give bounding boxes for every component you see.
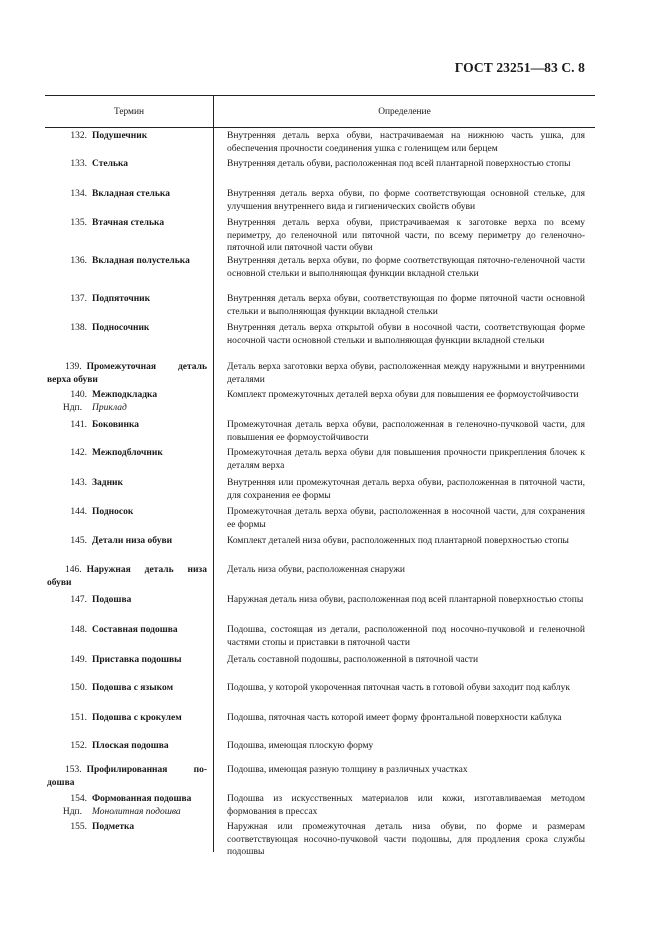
definition-cell: Подошва, имеющая разную толщину в различных участках [227,765,468,775]
definition-cell: Внутренняя деталь верха обуви, пристрачиваемая к заготовке верха по всему периметру, до геленочной или пяточной части, по всему периметру до геленочно-пяточной или пяточной части обуви [227,218,585,253]
term-cell [45,564,213,589]
term-number: 152. [70,741,87,751]
definition-cell: Внутренняя деталь обуви, расположенная под всей плантарной поверхностью стопы [227,159,571,169]
definition-cell: Деталь составной подошвы, расположенной в пяточной части [227,655,479,665]
term-number: 146. [65,565,82,575]
term-cell [45,389,213,414]
table-row [45,712,595,725]
term-number: 134. [70,189,87,199]
term-cell [45,130,213,155]
table-row [45,594,595,607]
definition-cell: Деталь низа обуви, расположенная снаружи [227,565,405,575]
term-name-continuation: обуви [47,577,72,588]
term-number: 155. [70,822,87,832]
table-row [45,624,595,649]
table-row [45,158,595,171]
table-row [45,506,595,531]
term-name: Вкладная полустелька [92,256,190,266]
term-number: 140. [70,390,87,400]
term-cell [45,535,213,548]
term-name-continuation: верха обуви [47,374,98,385]
definition-cell: Подошва, у которой укороченная пяточная часть в готовой обуви заходит под каблук [227,683,570,693]
term-cell [45,322,213,347]
table-row [45,447,595,472]
definition-cell: Подошва, имеющая плоскую форму [227,741,374,751]
term-number: 153. [65,765,82,775]
term-cell [45,477,213,502]
term-name: Подносок [92,507,134,517]
deprecated-term [45,402,207,415]
term-name: Боковинка [92,420,140,430]
term-name-continuation: дошва [47,777,75,788]
term-number: 132. [70,131,87,141]
deprecated-label: Ндп. [62,806,82,817]
term-cell [45,293,213,318]
term-name: Подпяточник [92,294,151,304]
table-row [45,389,595,414]
term-number: 135. [70,218,87,228]
term-cell [45,654,213,667]
definition-cell: Внутренняя деталь верха открытой обуви в носочной части, соответствующая форме носочной части основной стельки и выполняющая функции вкладной стельки [227,323,585,346]
term-number: 145. [70,536,87,546]
column-header-term: Термин [45,96,214,127]
term-number: 148. [70,625,87,635]
term-name: Втачная стелька [92,218,165,228]
term-name: Составная подошва [92,625,178,635]
term-name: Подметка [92,822,135,832]
definition-cell: Промежуточная деталь верха обуви для повышения прочности прикрепления блочек к деталям верха [227,448,585,471]
table-row [45,564,595,589]
term-number: 133. [70,159,87,169]
table-row [45,188,595,213]
term-name: Приставка подошвы [92,655,182,665]
definition-cell: Комплект промежуточных деталей верха обуви для повышения ее формоустойчивости [227,390,579,400]
page-header: ГОСТ 23251—83 С. 8 [454,60,585,75]
term-name: Подносочник [92,323,150,333]
definition-cell: Наружная деталь низа обуви, расположенная под всей плантарной поверхностью стопы [227,595,584,605]
definition-cell: Внутренняя или промежуточная деталь верха обуви, расположенная в пяточной части, для сохранения ее формы [227,478,585,501]
term-cell [45,506,213,531]
term-name: Наружная деталь низа [86,565,207,575]
term-name: Межподкладка [92,390,158,400]
definition-cell: Подошва из искусственных материалов или кожи, изготавливаемая методом формования в прессах [227,794,585,817]
term-name: Задник [92,478,123,488]
term-number: 149. [70,655,87,665]
term-cell [45,793,213,818]
term-number: 147. [70,595,87,605]
deprecated-label: Ндп. [62,402,82,413]
term-name: Подушечник [92,131,148,141]
term-cell [45,188,213,213]
term-name: Подошва с языком [92,683,174,693]
term-name: Вкладная стелька [92,189,170,199]
table-row [45,821,595,859]
definition-cell: Внутренняя деталь верха обуви, по форме соответствующая пяточно-геленочной части основной стельки и выполняющая функции вкладной стельки [227,256,585,279]
term-name: Профилированная по- [86,765,207,775]
table-header [45,95,595,128]
term-number: 136. [70,256,87,266]
term-name: Плоская подошва [92,741,169,751]
term-name: Формованная подошва [92,794,192,804]
definition-cell: Наружная или промежуточная деталь низа обуви, по форме и размерам соответствующая носочно-пучковой части подошвы, для продления срока службы подошвы [227,822,585,857]
term-number: 141. [70,420,87,430]
table-row [45,217,595,255]
term-cell [45,217,213,255]
term-cell [45,712,213,725]
table-row [45,255,595,280]
table-row [45,477,595,502]
definition-cell: Деталь верха заготовки верха обуви, расположенная между наружными и внутренними деталями [227,362,585,385]
term-cell [45,764,213,789]
table-row [45,361,595,386]
term-cell [45,740,213,753]
term-cell [45,361,213,386]
term-cell [45,419,213,444]
term-number: 143. [70,478,87,488]
term-name: Стелька [92,159,129,169]
table-row [45,535,595,548]
term-name: Детали низа обуви [92,536,173,546]
term-name: Межподблочник [92,448,163,458]
table-row [45,682,595,695]
term-number: 142. [70,448,87,458]
table-row [45,654,595,667]
term-name: Промежуточная деталь [86,362,207,372]
table-row [45,793,595,818]
table-row [45,419,595,444]
deprecated-term-text: Монолитная подошва [92,806,181,817]
definition-cell: Промежуточная деталь верха обуви, расположенная в геленочно-пучковой части, для повышения ее формоустойчивости [227,420,585,443]
term-number: 154. [70,794,87,804]
term-cell [45,255,213,280]
term-name: Подошва с крокулем [92,713,182,723]
table-row [45,130,595,155]
table-row [45,740,595,753]
table-row [45,322,595,347]
definition-cell: Подошва, пяточная часть которой имеет форму фронтальной поверхности каблука [227,713,562,723]
term-cell [45,624,213,649]
term-cell [45,158,213,171]
term-number: 144. [70,507,87,517]
column-header-definition: Определение [378,106,431,117]
term-cell [45,682,213,695]
definition-cell: Внутренняя деталь верха обуви, по форме соответствующая основной стельке, для улучшения внутреннего вида и гигиенических свойств обуви [227,189,585,212]
deprecated-term [45,806,207,819]
definition-cell: Комплект деталей низа обуви, расположенных под плантарной поверхностью стопы [227,536,569,546]
definition-cell: Внутренняя деталь верха обуви, настрачиваемая на нижнюю часть ушка, для обеспечения прочности соединения ушка с голенищем или берцем [227,131,585,154]
term-cell [45,447,213,472]
term-number: 150. [70,683,87,693]
table-row [45,764,595,789]
term-number: 138. [70,323,87,333]
term-cell [45,594,213,607]
definition-cell: Промежуточная деталь верха обуви, расположенная в носочной части, для сохранения ее формы [227,507,585,530]
definition-cell: Внутренняя деталь верха обуви, соответствующая по форме пяточной части основной стельки и выполняющая функции вкладной стельки [227,294,585,317]
term-number: 139. [65,362,82,372]
term-cell [45,821,213,859]
term-number: 151. [70,713,87,723]
term-number: 137. [70,294,87,304]
table-body [45,128,595,857]
term-name: Подошва [92,595,132,605]
deprecated-term-text: Приклад [92,402,127,413]
table-row [45,293,595,318]
definition-cell: Подошва, состоящая из детали, расположенной под носочно-пучковой и геленочной частями стопы и приставки в пяточной части [227,625,585,648]
terms-table [45,95,595,857]
